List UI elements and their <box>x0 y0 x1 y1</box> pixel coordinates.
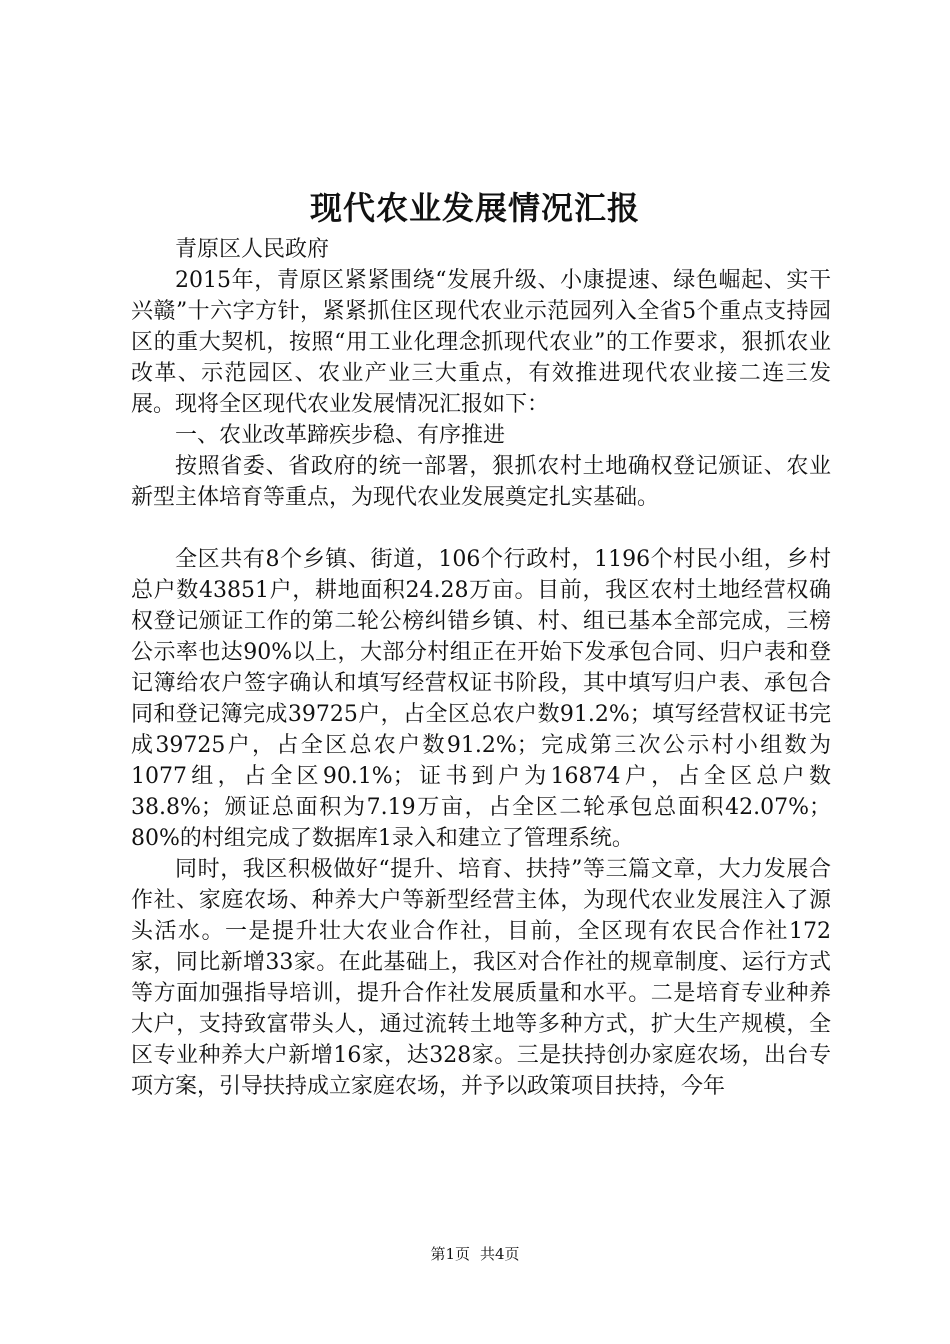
page-number: 第1页 <box>430 1245 470 1263</box>
page-footer <box>0 1244 950 1264</box>
document-title: 现代农业发展情况汇报 <box>309 189 640 227</box>
paragraph-author: 青原区人民政府 <box>175 237 330 262</box>
page-total: 共4页 <box>480 1245 520 1263</box>
section-heading: 一、农业改革蹄疾步稳、有序推进 <box>175 423 506 448</box>
paragraph-land-rights: 全区共有8个乡镇、街道，106个行政村，1196个村民小组，乡村总户数43851户，耕地面积24.28万亩。目前，我区农村土地经营权确权登记颁证工作的第二轮公榜纠错乡镇、村、组已基本全部完成，三榜公示率也达90%以上，大部分村组正在开始下发承包合同、归户表和登记簿给农户签字确认和填写经营权证书阶段，其中填写归户表、承包合同和登记簿完成39725户，占全区总农户数91.2%；填写经营权证书完成39725户，占全区总农户数91.2%；完成第三次公示村小组数为1077组，占全区90.1%；证书到户为16874户，占全区总户数38.8%；颁证总面积为7.19万亩，占全区二轮承包总面积42.07%；80%的村组完成了数据库1录入和建立了管理系统。 <box>131 547 831 851</box>
paragraph-intro: 2015年，青原区紧紧围绕“发展升级、小康提速、绿色崛起、实干兴赣”十六字方针，紧紧抓住区现代农业示范园列入全省5个重点支持园区的重大契机，按照“用工业化理念抓现代农业”的工作要求，狠抓农业改革、示范园区、农业产业三大重点，有效推进现代农业接二连三发展。现将全区现代农业发展情况汇报如下： <box>131 268 831 417</box>
paragraph-section-intro: 按照省委、省政府的统一部署，狠抓农村土地确权登记颁证、农业新型主体培育等重点，为现代农业发展奠定扎实基础。 <box>131 454 831 510</box>
document-body <box>131 234 831 1102</box>
paragraph-cooperatives: 同时，我区积极做好“提升、培育、扶持”等三篇文章，大力发展合作社、家庭农场、种养大户等新型经营主体，为现代农业发展注入了源头活水。一是提升壮大农业合作社，目前，全区现有农民合作社172家，同比新增33家。在此基础上，我区对合作社的规章制度、运行方式等方面加强指导培训，提升合作社发展质量和水平。二是培育专业种养大户，支持致富带头人，通过流转土地等多种方式，扩大生产规模，全区专业种养大户新增16家，达328家。三是扶持创办家庭农场，出台专项方案，引导扶持成立家庭农场，并予以政策项目扶持，今年 <box>131 857 831 1099</box>
